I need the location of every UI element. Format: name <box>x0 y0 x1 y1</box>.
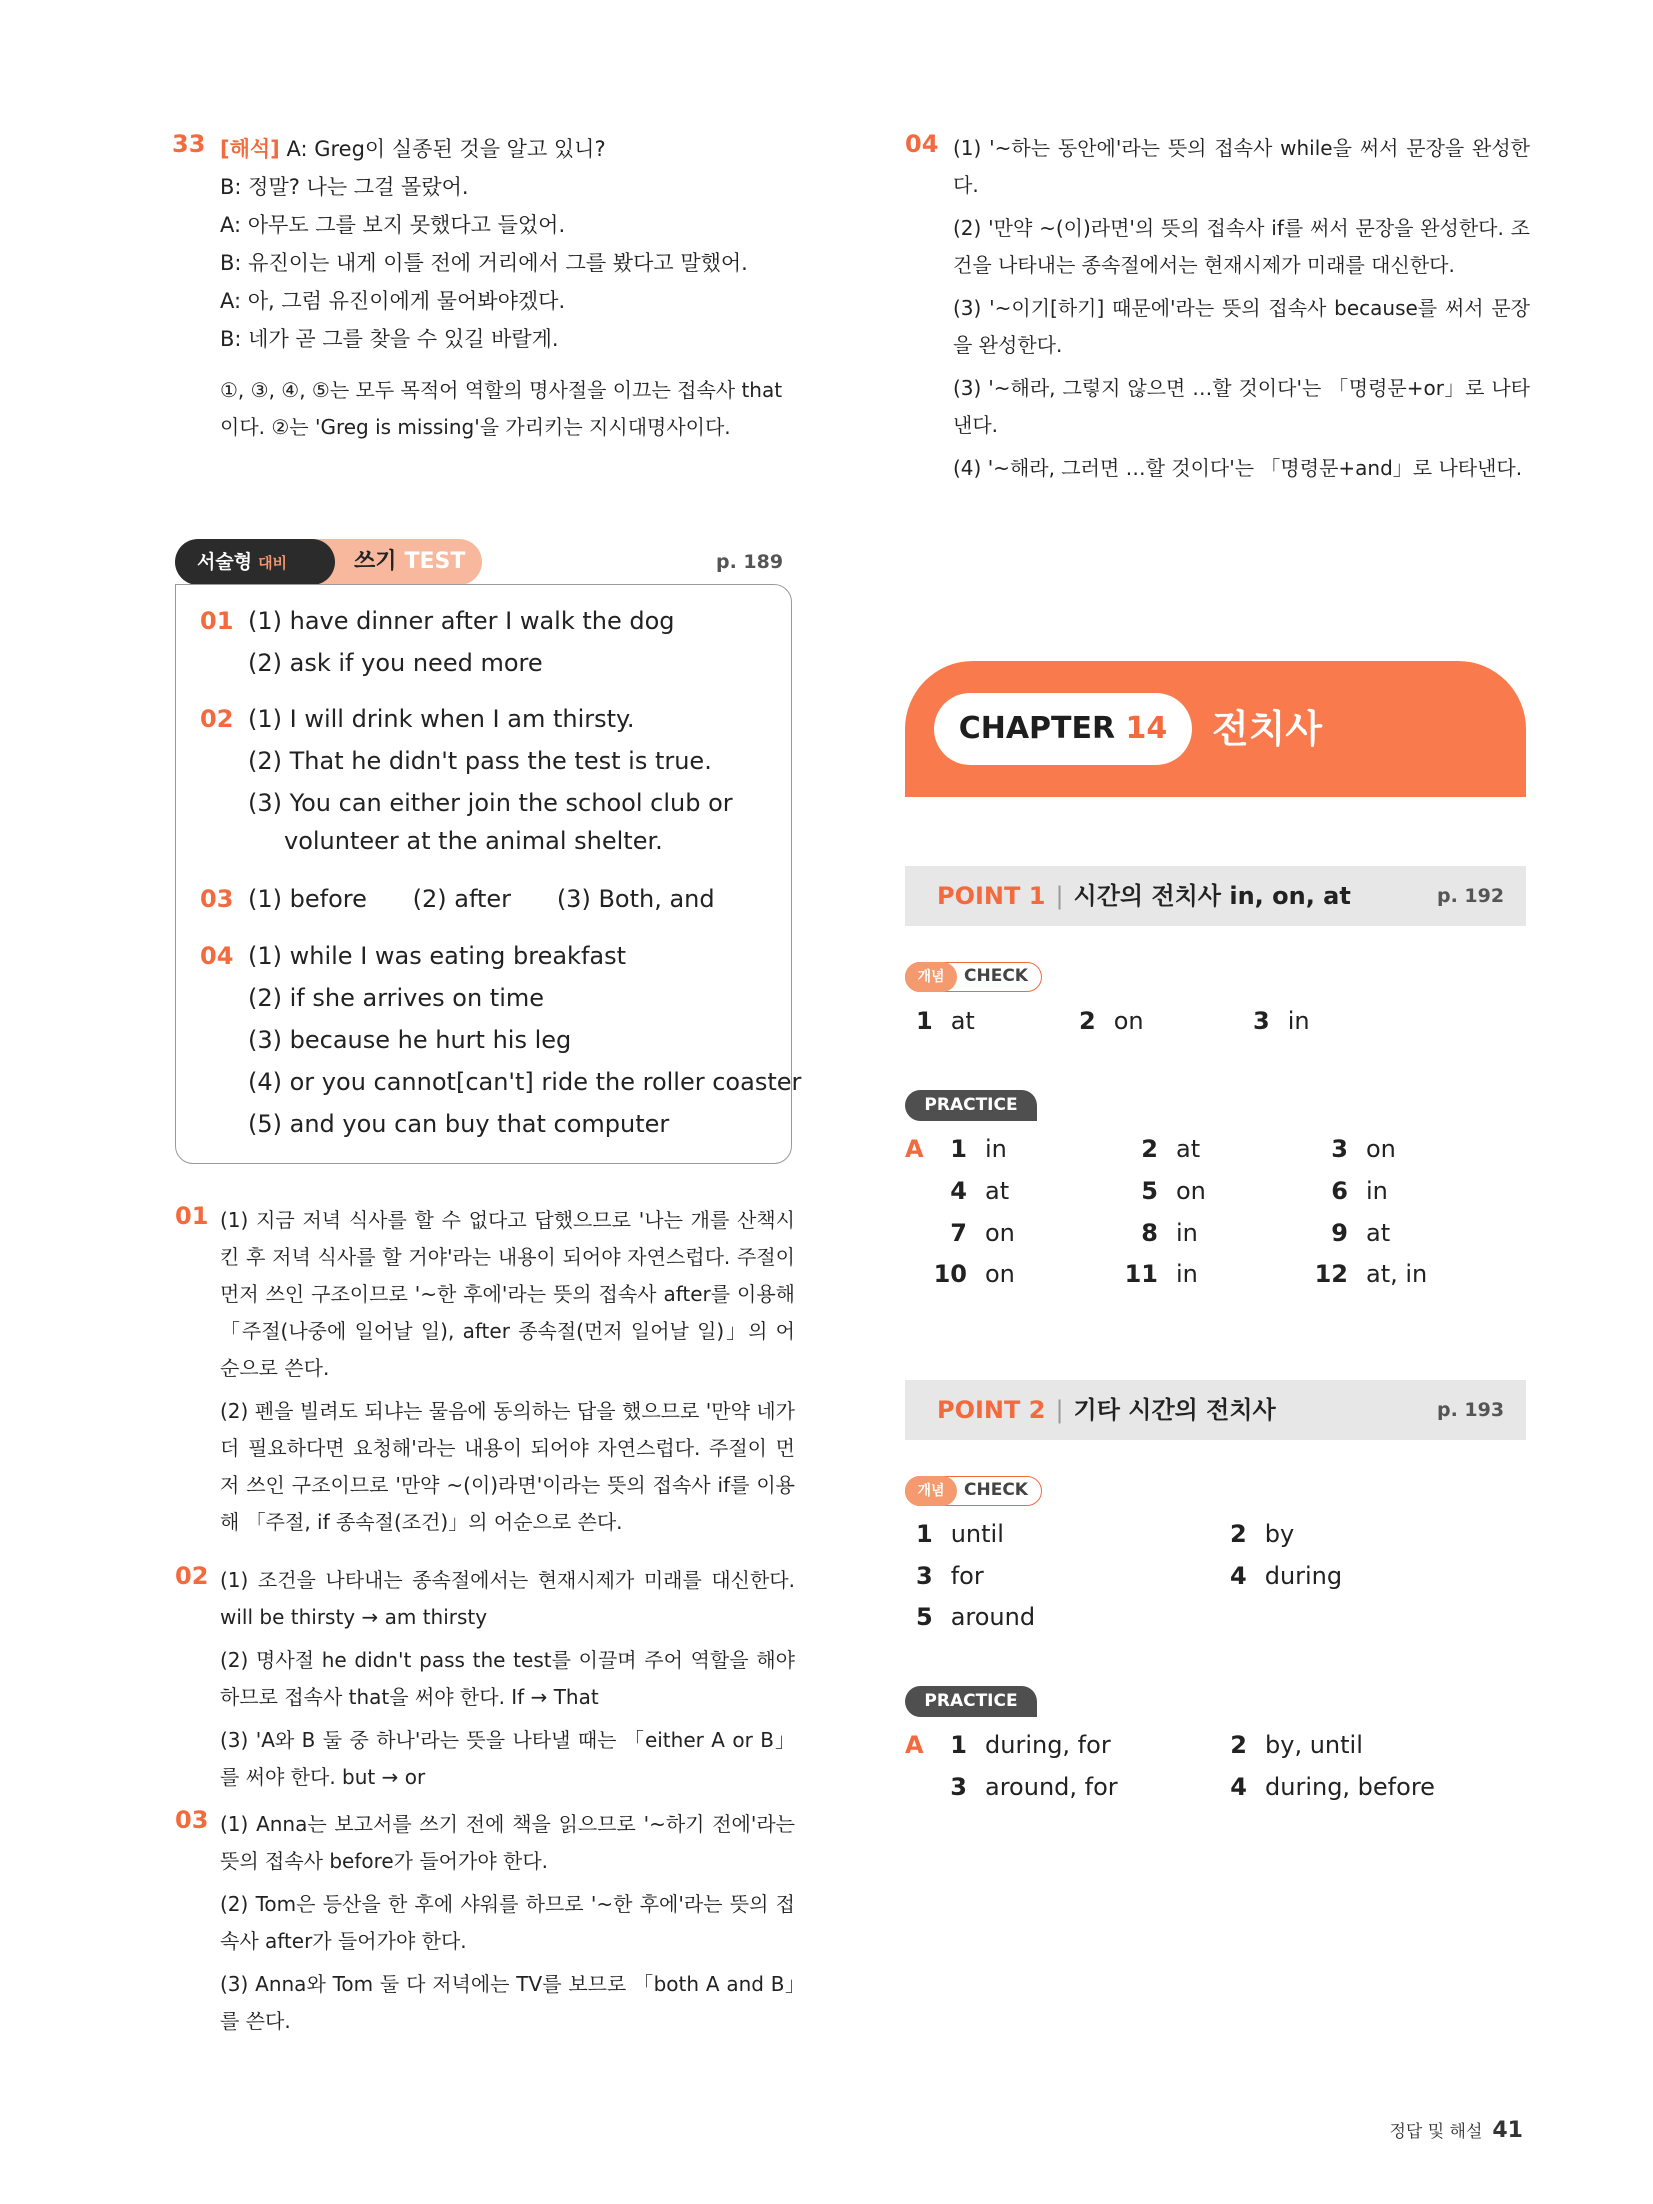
practice-answer: 9 at <box>1331 1219 1391 1247</box>
question-number: 03 <box>175 1806 209 1834</box>
answer-line: (4) or you cannot[can't] ride the roller coaster <box>248 1068 802 1096</box>
concept-label: 개념 <box>905 1476 957 1506</box>
question-number: 02 <box>200 705 234 733</box>
explanation-02 <box>175 1562 795 1802</box>
check-answer: 1 until <box>916 1520 1004 1548</box>
page-number: 41 <box>1492 2118 1523 2143</box>
practice-answer: 6 in <box>1331 1177 1388 1205</box>
question-number: 03 <box>200 885 234 913</box>
q33-explanation <box>172 130 797 446</box>
page-footer <box>1389 2117 1523 2143</box>
practice-answer: 8 in <box>1141 1219 1198 1247</box>
answer-line: volunteer at the animal shelter. <box>284 827 663 855</box>
footer-label: 정답 및 해설 <box>1389 2122 1483 2142</box>
practice-answer: 7 on <box>950 1219 1015 1247</box>
dialogue-line: A: 아무도 그를 보지 못했다고 들었어. <box>220 213 566 237</box>
practice-badge: PRACTICE <box>905 1090 1037 1121</box>
question-number: 04 <box>200 942 234 970</box>
chapter-label <box>934 693 1192 765</box>
explanation-paragraph: (1) Anna는 보고서를 쓰기 전에 책을 읽으므로 '~하기 전에'라는 뜻의 접속사 before가 들어가야 한다. <box>220 1812 795 1873</box>
chapter-word: CHAPTER <box>958 711 1116 746</box>
question-number: 33 <box>172 130 206 158</box>
point-title: 기타 시간의 전치사 <box>1073 1396 1276 1424</box>
check-answer: 3 in <box>1253 1007 1310 1035</box>
explanation-item: (4) '~해라, 그러면 …할 것이다'는 「명령문+and」로 나타낸다. <box>953 456 1523 480</box>
check-answer: 2 by <box>1230 1520 1295 1548</box>
answer-line: (1) have dinner after I walk the dog <box>248 607 675 635</box>
point-1-heading: POINT 1 | 시간의 전치사 in, on, at <box>937 882 1351 910</box>
answer-line: (1) while I was eating breakfast <box>248 942 627 970</box>
answer-line: (1) I will drink when I am thirsty. <box>248 705 635 733</box>
page-reference: p. 192 <box>1437 885 1505 907</box>
check-label: CHECK <box>964 966 1028 986</box>
practice-answer: 11 in <box>1124 1260 1198 1288</box>
section-label: A <box>905 1135 924 1163</box>
concept-check-badge <box>905 1476 1042 1506</box>
explanation-item: (2) '만약 ~(이)라면'의 뜻의 접속사 if를 써서 문장을 완성한다. 조건을 나타내는 종속절에서는 현재시제가 미래를 대신한다. <box>953 216 1530 277</box>
explanation-01 <box>175 1202 795 1547</box>
test-label: TEST <box>404 549 466 574</box>
answer-line: (3) You can either join the school club or <box>248 789 733 817</box>
check-answer: 5 around <box>916 1603 1036 1631</box>
exam-prep-badge <box>175 539 335 585</box>
answer-line: (5) and you can buy that computer <box>248 1110 670 1138</box>
practice-answer: 5 on <box>1141 1177 1206 1205</box>
concept-label: 개념 <box>905 962 957 992</box>
exam-prep-label: 서술형 <box>197 551 253 573</box>
explanation-item: (3) '~해라, 그렇지 않으면 …할 것이다'는 「명령문+or」로 나타낸다. <box>953 376 1530 437</box>
practice-answer: 12 at, in <box>1314 1260 1428 1288</box>
answer-line: (2) That he didn't pass the test is true. <box>248 747 712 775</box>
writing-test-badge <box>310 539 482 585</box>
explanation-item: (3) '~이기[하기] 때문에'라는 뜻의 접속사 because를 써서 문장을 완성한다. <box>953 296 1530 357</box>
writing-label: 쓰기 <box>354 549 397 574</box>
dialogue-line: B: 정말? 나는 그걸 몰랐어. <box>220 175 469 199</box>
explanation-paragraph: (2) 명사절 he didn't pass the test를 이끌며 주어 역할을 해야 하므로 접속사 that을 써야 한다. If → That <box>220 1648 795 1709</box>
point-label: POINT 1 <box>937 882 1046 910</box>
check-answer: 3 for <box>916 1562 984 1590</box>
answer-line: (2) ask if you need more <box>248 649 543 677</box>
practice-answer: 1 during, for <box>950 1731 1111 1759</box>
page-reference: p. 189 <box>716 551 784 573</box>
check-answer: 1 at <box>916 1007 975 1035</box>
practice-answer: 2 at <box>1141 1135 1201 1163</box>
explanation-paragraph: (2) 펜을 빌려도 되냐는 물음에 동의하는 답을 했으므로 '만약 네가 더 필요하다면 요청해'라는 내용이 되어야 자연스럽다. 주절이 먼저 쓰인 구조이므로 '만약 ~(이)라면'이라는 뜻의 접속사 if를 이용해 「주절, if 종속절(조건)」의 어순으로 쓴다. <box>220 1399 795 1534</box>
chapter-number: 14 <box>1125 711 1168 746</box>
practice-answer: 4 during, before <box>1230 1773 1435 1801</box>
point-label: POINT 2 <box>937 1396 1046 1424</box>
explanation-note: ①, ③, ④, ⑤는 모두 목적어 역할의 명사절을 이끄는 접속사 that이다. ②는 'Greg is missing'을 가리키는 지시대명사이다. <box>220 378 783 439</box>
check-label: CHECK <box>964 1480 1028 1500</box>
q04-explanation <box>905 130 1530 493</box>
explanation-paragraph: (2) Tom은 등산을 한 후에 샤워를 하므로 '~한 후에'라는 뜻의 접속사 after가 들어가야 한다. <box>220 1892 795 1953</box>
explanation-paragraph: (1) 지금 저녁 식사를 할 수 없다고 답했으므로 '나는 개를 산책시킨 후 저녁 식사를 할 거야'라는 내용이 되어야 자연스럽다. 주절이 먼저 쓰인 구조이므로 '~한 후에'라는 뜻의 접속사 after를 이용해 「주절(나중에 일어날 일), after 종속절(먼저 일어날 일)」의 어순으로 쓴다. <box>220 1208 795 1380</box>
dialogue-line: A: 아, 그럼 유진이에게 물어봐야겠다. <box>220 289 566 313</box>
answer-line: (1) before (2) after (3) Both, and <box>248 885 715 913</box>
explanation-paragraph: (3) Anna와 Tom 둘 다 저녁에는 TV를 보므로 「both A and B」를 쓴다. <box>220 1972 795 2033</box>
check-answer: 4 during <box>1230 1562 1343 1590</box>
practice-badge: PRACTICE <box>905 1686 1037 1717</box>
explanation-03 <box>175 1806 795 2046</box>
question-number: 04 <box>905 130 939 158</box>
page-reference: p. 193 <box>1437 1399 1505 1421</box>
practice-answer: 3 on <box>1331 1135 1396 1163</box>
question-number: 01 <box>200 607 234 635</box>
concept-check-badge <box>905 962 1042 992</box>
practice-answer: 3 around, for <box>950 1773 1118 1801</box>
dialogue-line: B: 유진이는 내게 이틀 전에 거리에서 그를 봤다고 말했어. <box>220 251 748 275</box>
question-number: 01 <box>175 1202 209 1230</box>
point-title: 시간의 전치사 in, on, at <box>1073 882 1351 910</box>
exam-prep-sub: 대비 <box>258 554 288 572</box>
dialogue-line: A: Greg이 실종된 것을 알고 있니? <box>286 137 606 161</box>
dialogue-line: B: 네가 곧 그를 찾을 수 있길 바랄게. <box>220 327 559 351</box>
answer-line: (3) because he hurt his leg <box>248 1026 572 1054</box>
explanation-head: [해석] <box>220 137 280 161</box>
check-answer: 2 on <box>1079 1007 1144 1035</box>
point-2-heading: POINT 2 | 기타 시간의 전치사 <box>937 1396 1276 1424</box>
practice-answer: 2 by, until <box>1230 1731 1363 1759</box>
explanation-paragraph: (1) 조건을 나타내는 종속절에서는 현재시제가 미래를 대신한다. will be thirsty → am thirsty <box>220 1568 795 1629</box>
chapter-title: 전치사 <box>1212 707 1323 751</box>
explanation-paragraph: (3) 'A와 B 둘 중 하나'라는 뜻을 나타낼 때는 「either A or B」를 써야 한다. but → or <box>220 1728 795 1789</box>
section-label: A <box>905 1731 924 1759</box>
answer-line: (2) if she arrives on time <box>248 984 545 1012</box>
practice-answer: 1 in <box>950 1135 1007 1163</box>
practice-answer: 10 on <box>933 1260 1015 1288</box>
question-number: 02 <box>175 1562 209 1590</box>
explanation-item: (1) '~하는 동안에'라는 뜻의 접속사 while을 써서 문장을 완성한다. <box>953 136 1530 197</box>
practice-answer: 4 at <box>950 1177 1010 1205</box>
